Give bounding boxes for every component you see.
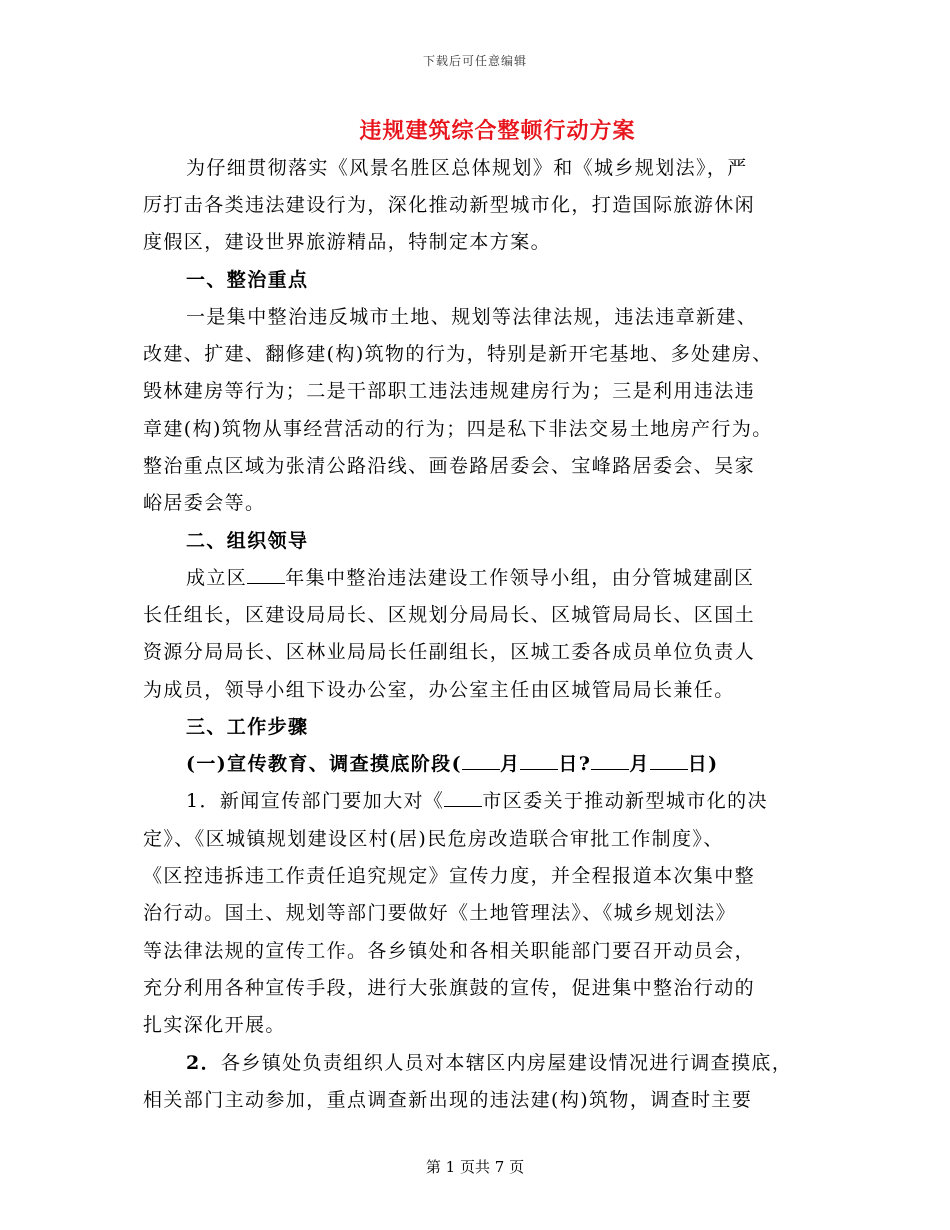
paragraph-line: 充分利用各种宣传手段，进行大张旗鼓的宣传，促进集中整治行动的 — [143, 977, 756, 999]
paragraph-line: 治行动。国土、规划等部门要做好《土地管理法》、《城乡规划法》 — [143, 902, 737, 924]
fill-in-blank — [591, 751, 629, 770]
paragraph-line: 资源分局局长、区林业局局长任副组长，区城工委各成员单位负责人 — [143, 641, 756, 663]
document-title: 违规建筑综合整顿行动方案 — [359, 118, 636, 144]
subsection-text: 月 — [499, 753, 521, 775]
header-note: 下载后可任意编辑 — [422, 54, 527, 68]
subsection-text: 月 — [629, 753, 650, 775]
section-heading: 二、组织领导 — [186, 530, 309, 552]
section-heading: 一、整治重点 — [186, 269, 309, 291]
paragraph-line: 扎实深化开展。 — [143, 1014, 286, 1036]
paragraph-line: 整治重点区域为张清公路沿线、画卷路居委会、宝峰路居委会、吴家 — [143, 455, 756, 477]
paragraph-line: 长任组长，区建设局局长、区规划分局局长、区城管局局长、区国土 — [143, 604, 756, 626]
intro-line: 为仔细贯彻落实《风景名胜区总体规划》和《城乡规划法》，严 — [186, 157, 748, 179]
paragraph-line — [186, 788, 768, 814]
intro-line: 度假区，建设世界旅游精品，特制定本方案。 — [143, 231, 552, 253]
page-number: 第 1 页共 7 页 — [425, 1158, 525, 1176]
subsection-heading — [186, 751, 719, 777]
paragraph-text: 1．新闻宣传部门要加大对《 — [186, 790, 445, 812]
subsection-text: 日) — [687, 753, 719, 775]
paragraph-line: 一是集中整治违反城市土地、规划等法律法规，违法违章新建、 — [186, 306, 758, 328]
paragraph-text: 成立区 — [186, 567, 248, 589]
paragraph-line: 改建、扩建、翻修建(构)筑物的行为，特别是新开宅基地、多处建房、 — [143, 343, 773, 365]
paragraph-line: 章建(构)筑物从事经营活动的行为；四是私下非法交易土地房产行为。 — [143, 418, 773, 440]
paragraph-text: 年集中整治违法建设工作领导小组，由分管城建副区 — [285, 567, 755, 589]
paragraph-text: 市区委关于推动新型城市化的决 — [482, 790, 768, 812]
fill-in-blank — [650, 751, 688, 770]
paragraph-line: 毁林建房等行为；二是干部职工违法违规建房行为；三是利用违法违 — [143, 380, 756, 402]
paragraph-line: 等法律法规的宣传工作。各乡镇处和各相关职能部门要召开动员会， — [143, 940, 756, 962]
item-number: 2． — [186, 1052, 222, 1074]
paragraph-text: 各乡镇处负责组织人员对本辖区内房屋建设情况进行调查摸底， — [221, 1052, 793, 1074]
subsection-text: 日? — [558, 753, 592, 775]
fill-in-blank — [520, 751, 558, 770]
intro-line: 厉打击各类违法建设行为，深化推动新型城市化，打造国际旅游休闲 — [143, 194, 756, 216]
subsection-text: (一)宣传教育、调查摸底阶段( — [186, 753, 462, 775]
fill-in-blank — [444, 788, 482, 807]
fill-in-blank — [247, 565, 285, 584]
paragraph-line: 相关部门主动参加，重点调查新出现的违法建(构)筑物，调查时主要 — [143, 1089, 753, 1111]
paragraph-line: 《区控违拆违工作责任追究规定》宣传力度，并全程报道本次集中整 — [143, 865, 756, 887]
paragraph-line — [186, 565, 754, 591]
section-heading: 三、工作步骤 — [186, 716, 309, 738]
fill-in-blank — [462, 751, 500, 770]
paragraph-line: 定》、《区城镇规划建设区村(居)民危房改造联合审批工作制度》、 — [143, 828, 724, 850]
paragraph-line: 峪居委会等。 — [143, 492, 266, 514]
paragraph-line — [186, 1050, 792, 1076]
paragraph-line: 为成员，领导小组下设办公室，办公室主任由区城管局局长兼任。 — [143, 679, 735, 701]
